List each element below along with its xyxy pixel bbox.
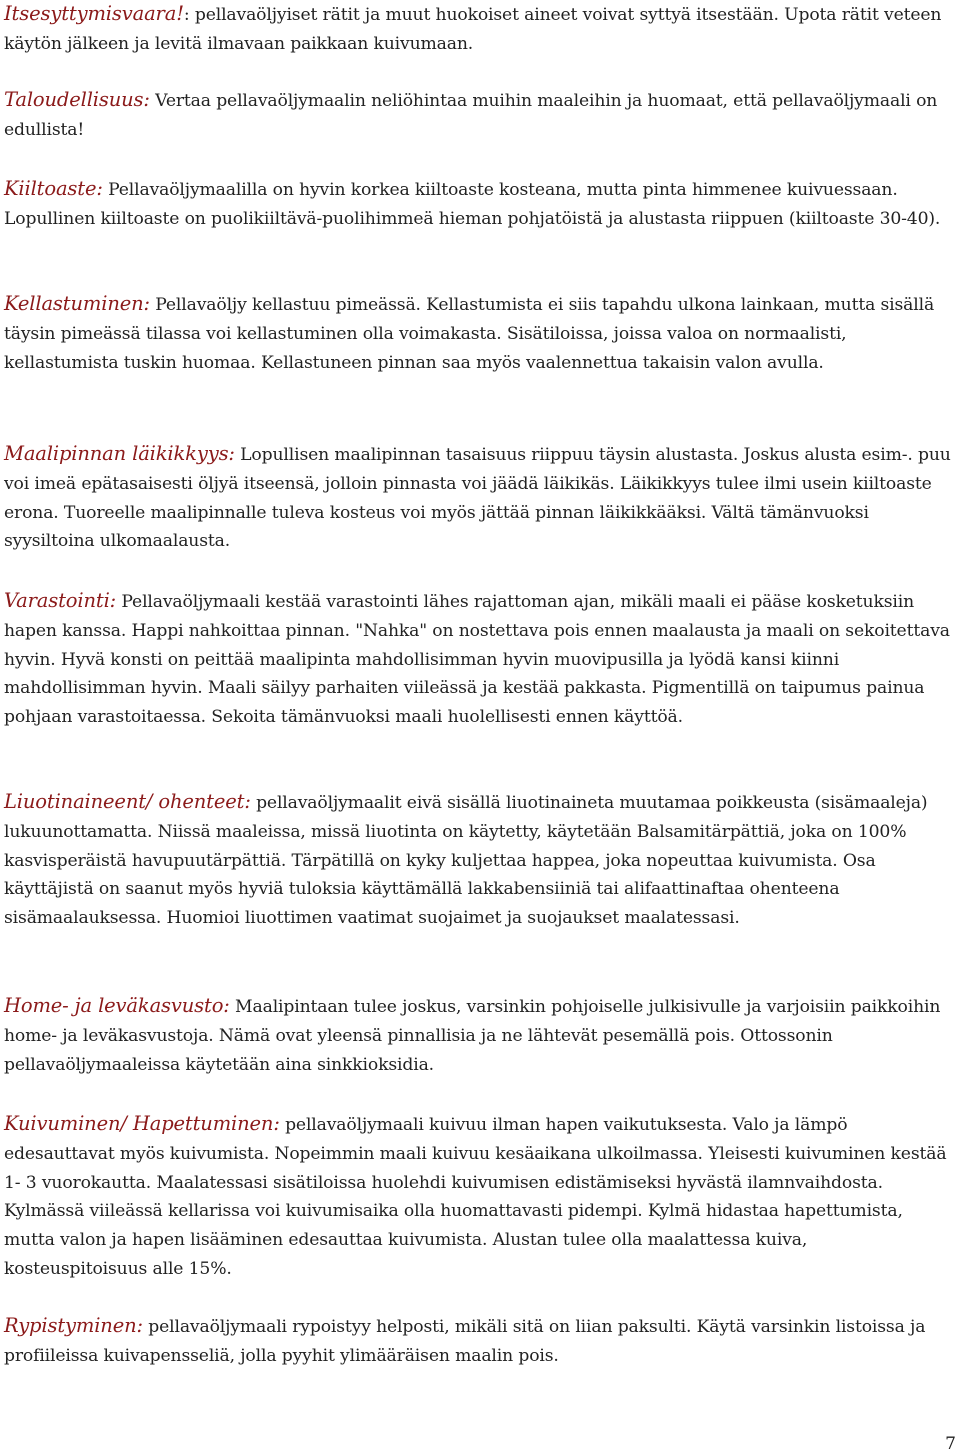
paragraph <box>4 788 952 933</box>
section-body: pellavaöljymaalit eivä sisällä liuotinaineta muutamaa poikkeusta (sisämaaleja) lukuunottamatta. Niissä maaleissa, missä liuotinta on käytetty, käytetään Balsamitärpättiä, joka on 100% kasvisperäistä havupuutärpättiä. Tärpätillä on kyky kuljettaa happea, joka nopeuttaa kuivumista. Osa käyttäjistä on saanut myös hyviä tuloksia käyttämällä lakkabensiiniä tai alifaattinaftaa ohenteena sisämaalauksessa. Huomioi liuottimen vaatimat suojaimet ja suojaukset maalatessasi. <box>4 793 928 929</box>
section-heading: Home- ja leväkasvusto: <box>4 994 230 1017</box>
section-heading: Itsesyttymisvaara! <box>4 2 184 25</box>
section-heading: Taloudellisuus: <box>4 88 150 111</box>
section-maalipinnan-laikikkyys <box>4 440 952 556</box>
section-kuivuminen <box>4 1110 952 1284</box>
paragraph <box>4 0 952 59</box>
section-liuotinaineet <box>4 788 952 933</box>
section-body: Pellavaöljy kellastuu pimeässä. Kellastumista ei siis tapahdu ulkona lainkaan, mutta sisällä täysin pimeässä tilassa voi kellastuminen olla voimakasta. Sisätiloissa, joissa valoa on normaalisti, kellastumista tuskin huomaa. Kellastuneen pinnan saa myös vaalennettua takaisin valon avulla. <box>4 295 935 373</box>
section-body: Maalipintaan tulee joskus, varsinkin pohjoiselle julkisivulle ja varjoisiin paikkoihin home- ja leväkasvustoja. Nämä ovat yleensä pinnallisia ja ne lähtevät pesemällä pois. Ottossonin pellavaöljymaaleissa käytetään aina sinkkioksidia. <box>4 997 941 1075</box>
page-number: 7 <box>945 1434 956 1454</box>
section-itsesyttymisvaara <box>4 0 952 59</box>
section-body: : pellavaöljyiset rätit ja muut huokoiset aineet voivat syttyä itsestään. Upota rätit veteen käytön jälkeen ja levitä ilmavaan paikkaan kuivumaan. <box>4 5 942 54</box>
paragraph <box>4 175 952 234</box>
section-heading: Rypistyminen: <box>4 1314 143 1337</box>
section-heading: Liuotinaineent/ ohenteet: <box>4 790 251 813</box>
section-taloudellisuus <box>4 86 952 145</box>
paragraph <box>4 290 952 377</box>
section-heading: Kiiltoaste: <box>4 177 103 200</box>
paragraph <box>4 440 952 556</box>
section-body: Vertaa pellavaöljymaalin neliöhintaa muihin maaleihin ja huomaat, että pellavaöljymaali on edullista! <box>4 91 938 140</box>
paragraph <box>4 1110 952 1284</box>
section-heading: Maalipinnan läikikkyys: <box>4 442 235 465</box>
section-body: pellavaöljymaali rypoistyy helposti, mikäli sitä on liian paksulti. Käytä varsinkin listoissa ja profiileissa kuivapensseliä, jolla pyyhit ylimääräisen maalin pois. <box>4 1317 926 1366</box>
section-heading: Varastointi: <box>4 589 117 612</box>
section-body: Pellavaöljymaalilla on hyvin korkea kiiltoaste kosteana, mutta pinta himmenee kuivuessaan. Lopullinen kiiltoaste on puolikiiltävä-puolihimmeä hieman pohjatöistä ja alustasta riippuen (kiiltoaste 30-40). <box>4 180 941 229</box>
paragraph <box>4 992 952 1079</box>
section-kellastuminen <box>4 290 952 377</box>
paragraph <box>4 587 952 732</box>
section-kiiltoaste <box>4 175 952 234</box>
section-heading: Kuivuminen/ Hapettuminen: <box>4 1112 280 1135</box>
section-body: Lopullisen maalipinnan tasaisuus riippuu täysin alustasta. Joskus alusta esim-. puu voi imeä epätasaisesti öljyä itseensä, jolloin pinnasta voi jäädä läikikäs. Läikikkyys tulee ilmi usein kiiltoaste erona. Tuoreelle maalipinnalle tuleva kosteus voi myös jättää pinnan läikikkääksi. Vältä tämänvuoksi syysiltoina ulkomaalausta. <box>4 445 951 552</box>
paragraph <box>4 1312 952 1371</box>
section-varastointi <box>4 587 952 732</box>
paragraph <box>4 86 952 145</box>
section-body: Pellavaöljymaali kestää varastointi lähes rajattoman ajan, mikäli maali ei pääse kosketuksiin hapen kanssa. Happi nahkoittaa pinnan. "Nahka" on nostettava pois ennen maalausta ja maali on sekoitettava hyvin. Hyvä konsti on peittää maalipinta mahdollisimman hyvin muovipusilla ja lyödä kansi kiinni mahdollisimman hyvin. Maali säilyy parhaiten viileässä ja kestää pakkasta. Pigmentillä on taipumus painua pohjaan varastoitaessa. Sekoita tämänvuoksi maali huolellisesti ennen käyttöä. <box>4 592 950 728</box>
section-home-ja-levakasvusto <box>4 992 952 1079</box>
section-heading: Kellastuminen: <box>4 292 150 315</box>
section-rypistyminen <box>4 1312 952 1371</box>
section-body: pellavaöljymaali kuivuu ilman hapen vaikutuksesta. Valo ja lämpö edesauttavat myös kuivumista. Nopeimmin maali kuivuu kesäaikana ulkoilmassa. Yleisesti kuivuminen kestää 1- 3 vuorokautta. Maalatessasi sisätiloissa huolehdi kuivumisen edistämiseksi hyvästä ilamnvaihdosta. Kylmässä viileässä kellarissa voi kuivumisaika olla huomattavasti pidempi. Kylmä hidastaa hapettumista, mutta valon ja hapen lisääminen edesauttaa kuivumista. Alustan tulee olla maalattessa kuiva, kosteuspitoisuus alle 15%. <box>4 1115 947 1279</box>
